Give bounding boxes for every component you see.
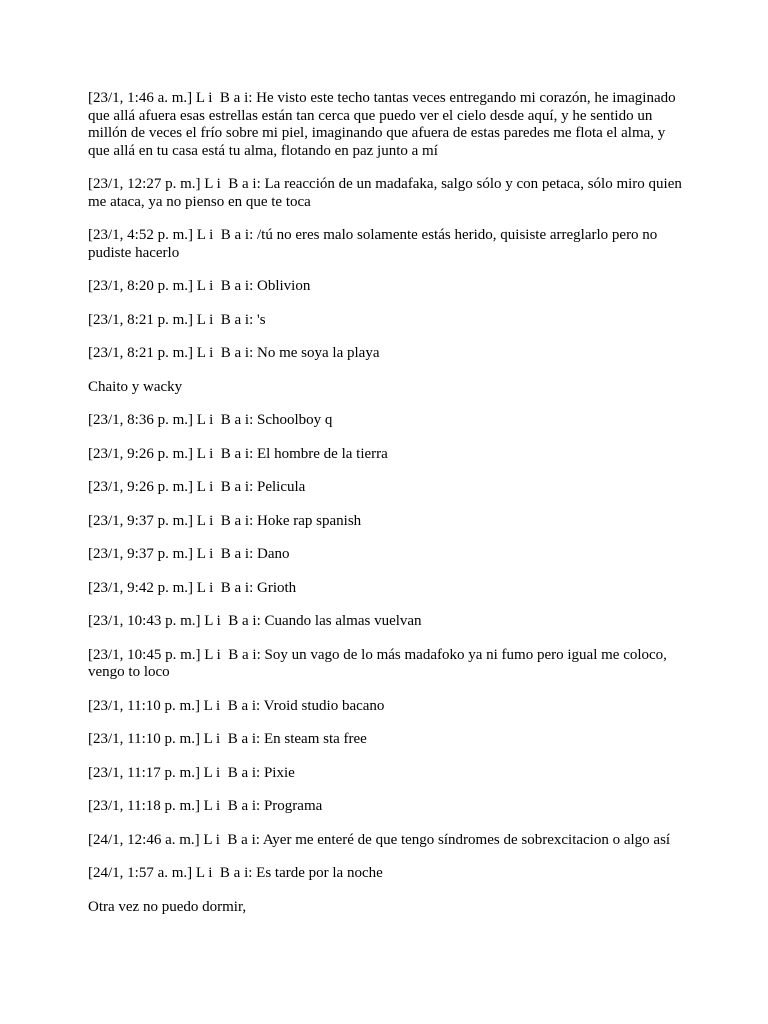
message-paragraph: [23/1, 9:37 p. m.] L i B a i: Dano — [88, 546, 290, 562]
message-paragraph: [23/1, 8:20 p. m.] L i B a i: Oblivion — [88, 278, 311, 294]
message-paragraph: [23/1, 9:26 p. m.] L i B a i: Pelicula — [88, 479, 306, 495]
message-paragraph: [23/1, 11:10 p. m.] L i B a i: En steam sta free — [88, 731, 367, 747]
message-paragraph: [23/1, 10:43 p. m.] L i B a i: Cuando las almas vuelvan — [88, 613, 422, 629]
document-page — [88, 90, 688, 932]
message-paragraph: [23/1, 8:21 p. m.] L i B a i: No me soya la playa — [88, 345, 380, 361]
message-paragraph: [23/1, 8:21 p. m.] L i B a i: 's — [88, 311, 266, 328]
message-paragraph: Chaito y wacky — [88, 378, 183, 395]
message-paragraph: [24/1, 12:46 a. m.] L i B a i: Ayer me enteré de que tengo síndromes de sobrexcitacion o algo así — [88, 831, 671, 848]
message-paragraph: [23/1, 9:37 p. m.] L i B a i: Hoke rap spanish — [88, 512, 362, 529]
message-paragraph: Otra vez no puedo dormir, — [88, 898, 247, 915]
message-paragraph: [23/1, 9:26 p. m.] L i B a i: El hombre de la tierra — [88, 445, 388, 462]
message-paragraph: [23/1, 11:10 p. m.] L i B a i: Vroid studio bacano — [88, 697, 385, 714]
message-paragraph: [24/1, 1:57 a. m.] L i B a i: Es tarde por la noche — [88, 865, 383, 881]
message-paragraph: [23/1, 4:52 p. m.] L i B a i: /tú no eres malo solamente estás herido, quisiste arreglarlo pero no pudiste hacerlo — [88, 227, 662, 261]
message-paragraph: [23/1, 10:45 p. m.] L i B a i: Soy un vago de lo más madafoko ya ni fumo pero igual me coloco, vengo to loco — [88, 646, 671, 680]
message-paragraph: [23/1, 1:46 a. m.] L i B a i: He visto este techo tantas veces entregando mi corazón, he imaginado que allá afuera esas estrellas están tan cerca que puedo ver el cielo desde aquí, y he sentido un millón de veces el frío sobre mi piel, imaginando que afuera de estas paredes me flota el alma, y que allá en tu casa está tu alma, flotando en paz junto a mí — [88, 90, 680, 159]
message-paragraph: [23/1, 11:17 p. m.] L i B a i: Pixie — [88, 764, 295, 781]
message-paragraph: [23/1, 12:27 p. m.] L i B a i: La reacción de un madafaka, salgo sólo y con petaca, sólo miro quien me ataca, ya no pienso en que te toca — [88, 176, 686, 210]
message-paragraph: [23/1, 8:36 p. m.] L i B a i: Schoolboy q — [88, 412, 333, 428]
message-paragraph: [23/1, 9:42 p. m.] L i B a i: Grioth — [88, 579, 297, 596]
message-paragraph: [23/1, 11:18 p. m.] L i B a i: Programa — [88, 798, 323, 814]
